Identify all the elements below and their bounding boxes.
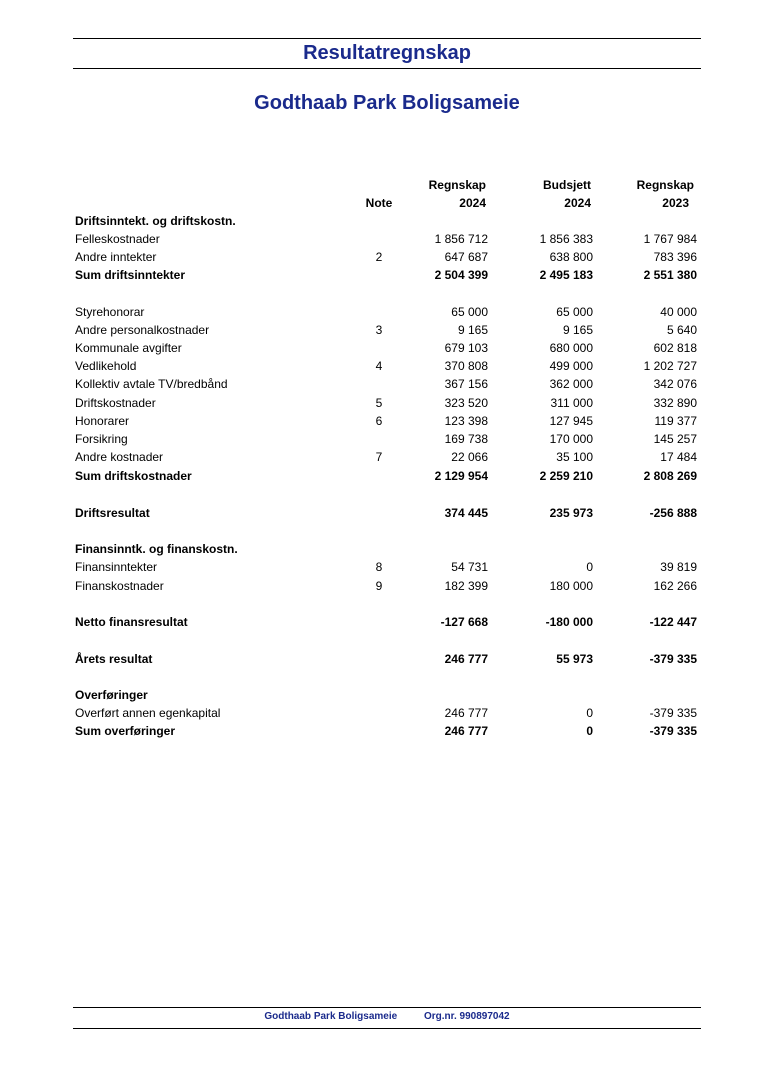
table-row [75,375,701,393]
row-value-budsjett-2024: 9 165 [562,323,593,337]
row-value-budsjett-2024: 638 800 [549,250,593,264]
row-value-budsjett-2024: 0 [586,724,593,738]
row-label: Sum driftskostnader [75,469,192,483]
row-value-regnskap-2023: 602 818 [653,341,697,355]
row-value-regnskap-2023: 162 266 [653,579,697,593]
row-value-budsjett-2024: 235 973 [549,506,593,520]
title-rule [73,68,701,69]
row-value-budsjett-2024: 1 856 383 [539,232,593,246]
row-value-regnskap-2023: 1 767 984 [643,232,697,246]
row-value-regnskap-2023: 342 076 [653,377,697,391]
row-value-budsjett-2024: 362 000 [549,377,593,391]
row-value-regnskap-2024: 323 520 [444,396,488,410]
row-value-budsjett-2024: 311 000 [550,396,593,410]
row-value-regnskap-2024: 9 165 [457,323,488,337]
row-value-regnskap-2023: -122 447 [649,615,697,629]
table-row [75,430,701,448]
row-label: Driftskostnader [75,396,156,410]
footer [73,1011,701,1022]
row-value-regnskap-2023: 119 377 [654,414,697,428]
row-label: Kollektiv avtale TV/bredbånd [75,377,228,391]
row-value-budsjett-2024: 55 973 [556,652,593,666]
row-value-regnskap-2024: 374 445 [444,506,488,520]
row-value-regnskap-2024: 2 129 954 [434,469,488,483]
table-row [75,394,701,412]
row-label: Netto finansresultat [75,615,188,629]
row-note: 5 [375,396,383,410]
row-value-budsjett-2024: 0 [586,560,593,574]
row-note: 9 [375,579,383,593]
table-row [75,303,701,321]
col-header-c2-line2: 2024 [564,196,591,210]
row-value-regnskap-2024: 65 000 [451,305,488,319]
row-label: Sum driftsinntekter [75,268,186,282]
row-note: 4 [375,359,383,373]
row-value-regnskap-2023: 332 890 [653,396,697,410]
row-value-regnskap-2023: 40 000 [660,305,697,319]
row-value-regnskap-2024: 1 856 712 [434,232,488,246]
row-value-regnskap-2023: 783 396 [653,250,697,264]
row-value-budsjett-2024: -180 000 [545,615,593,629]
table-row [75,467,701,485]
row-label: Vedlikehold [75,359,137,373]
row-label: Finansinntk. og finanskostn. [75,542,238,556]
row-value-regnskap-2024: 679 103 [444,341,488,355]
top-rule [73,38,701,39]
row-value-regnskap-2023: 145 257 [653,432,697,446]
col-header-note: Note [365,196,393,210]
table-row [75,266,701,284]
row-value-regnskap-2023: 2 551 380 [643,268,697,282]
col-header-c3-line1: Regnskap [636,178,694,192]
row-value-budsjett-2024: 65 000 [556,305,593,319]
row-label: Forsikring [75,432,128,446]
row-value-budsjett-2024: 499 000 [549,359,593,373]
row-value-regnskap-2024: 246 777 [444,706,488,720]
table-row [75,448,701,466]
table-row [75,540,701,558]
row-label: Honorarer [75,414,130,428]
table-row [75,212,701,230]
row-value-regnskap-2024: 647 687 [444,250,488,264]
row-label: Sum overføringer [75,724,176,738]
row-label: Overføringer [75,688,148,702]
table-row [75,704,701,722]
row-label: Andre inntekter [75,250,157,264]
table-row [75,504,701,522]
row-value-budsjett-2024: 170 000 [549,432,593,446]
row-value-regnskap-2023: 5 640 [666,323,697,337]
row-value-budsjett-2024: 35 100 [556,450,593,464]
table-row [75,412,701,430]
row-value-regnskap-2024: 182 399 [444,579,488,593]
row-label: Felleskostnader [75,232,160,246]
row-value-regnskap-2023: 17 484 [660,450,697,464]
table-row [75,230,701,248]
row-value-regnskap-2024: 54 731 [451,560,488,574]
row-value-regnskap-2024: 2 504 399 [434,268,488,282]
row-value-regnskap-2024: 246 777 [444,724,488,738]
row-label: Årets resultat [75,652,153,666]
row-note: 8 [375,560,383,574]
row-label: Driftsinntekt. og driftskostn. [75,214,236,228]
row-note: 2 [375,250,383,264]
row-value-regnskap-2024: 370 808 [444,359,488,373]
row-label: Overført annen egenkapital [75,706,221,720]
row-value-regnskap-2024: -127 668 [440,615,488,629]
col-header-c1-line1: Regnskap [428,178,486,192]
footer-bottom-rule [73,1028,701,1029]
table-row [75,248,701,266]
row-value-regnskap-2023: -379 335 [649,652,697,666]
row-value-budsjett-2024: 680 000 [549,341,593,355]
footer-company: Godthaab Park Boligsameie [264,1011,398,1022]
row-value-budsjett-2024: 180 000 [549,579,593,593]
footer-orgnr: Org.nr. 990897042 [423,1011,510,1022]
row-value-regnskap-2024: 246 777 [444,652,488,666]
table-row [75,686,701,704]
table-row [75,321,701,339]
col-header-c1-line2: 2024 [459,196,486,210]
row-value-budsjett-2024: 2 495 183 [539,268,593,282]
row-value-budsjett-2024: 2 259 210 [539,469,593,483]
page-title: Resultatregnskap [303,42,471,64]
row-value-regnskap-2024: 169 738 [444,432,488,446]
row-label: Finanskostnader [75,579,164,593]
table-row [75,339,701,357]
col-header-c3-line2: 2023 [662,196,689,210]
row-value-regnskap-2023: 1 202 727 [643,359,697,373]
row-value-budsjett-2024: 127 945 [549,414,593,428]
row-label: Andre kostnader [75,450,164,464]
table-row [75,650,701,668]
table-row [75,722,701,740]
footer-top-rule [73,1007,701,1008]
row-label: Kommunale avgifter [75,341,182,355]
company-name: Godthaab Park Boligsameie [254,92,520,114]
table-row [75,613,701,631]
col-header-c2-line1: Budsjett [543,178,591,192]
row-note: 6 [375,414,383,428]
row-note: 3 [375,323,383,337]
row-value-budsjett-2024: 0 [586,706,593,720]
row-value-regnskap-2023: -256 888 [649,506,697,520]
row-value-regnskap-2023: -379 335 [649,706,697,720]
row-value-regnskap-2023: 2 808 269 [643,469,697,483]
table-row [75,577,701,595]
row-value-regnskap-2024: 22 066 [451,450,488,464]
row-label: Styrehonorar [75,305,145,319]
row-label: Andre personalkostnader [75,323,210,337]
row-label: Finansinntekter [75,560,158,574]
table-row [75,357,701,375]
row-value-regnskap-2023: -379 335 [649,724,697,738]
row-note: 7 [375,450,383,464]
row-value-regnskap-2023: 39 819 [660,560,697,574]
row-value-regnskap-2024: 123 398 [444,414,488,428]
row-label: Driftsresultat [75,506,150,520]
row-value-regnskap-2024: 367 156 [444,377,488,391]
table-row [75,558,701,576]
